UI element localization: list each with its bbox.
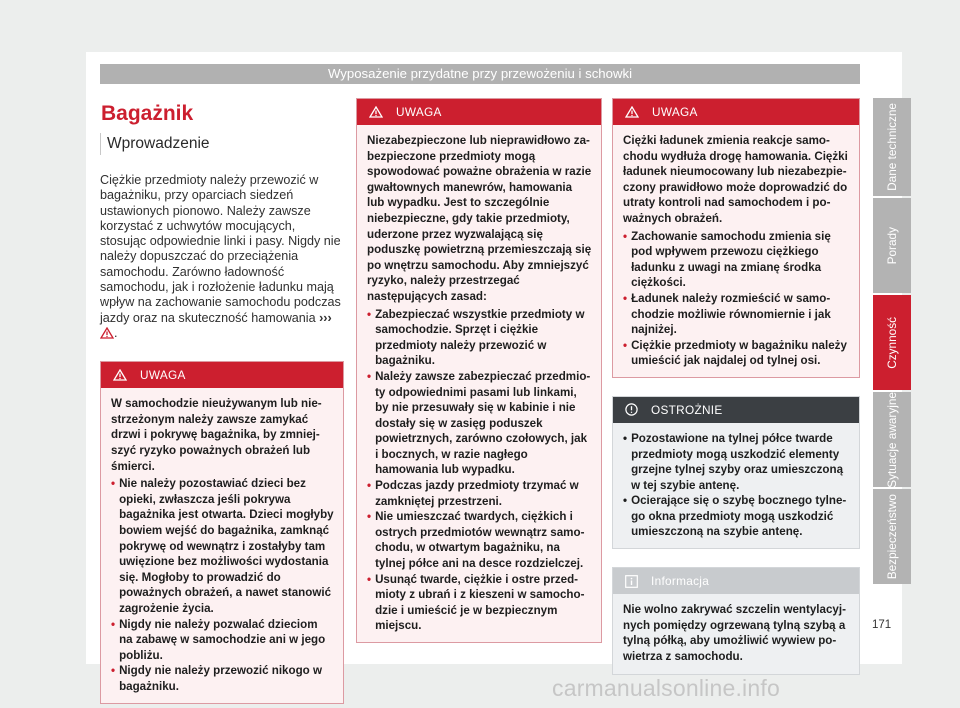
info-body <box>613 594 859 674</box>
list-item <box>623 431 850 493</box>
tab-label: Czynność <box>885 316 899 369</box>
list-item <box>623 291 850 338</box>
warning-header-3 <box>613 99 859 125</box>
tab-label: Sytuacje awaryjne <box>885 391 899 488</box>
warning-icon <box>369 106 383 118</box>
warning-box-2 <box>356 98 602 643</box>
tab-label: Dane techniczne <box>885 103 899 191</box>
section-header: Wyposażenie przydatne przy przewożeniu i schowki <box>100 64 860 84</box>
bullet-text: Pozostawione na tylnej półce twarde przedmioty mogą uszkodzić elementy grzejne tylnej szyby oraz umieszczoną w tej szybie antenę. <box>631 431 844 492</box>
bullet-dot: • <box>367 479 372 493</box>
list-item <box>367 572 592 634</box>
warning-header-2 <box>357 99 601 125</box>
caution-body <box>613 423 859 548</box>
bullet-text: Usunąć twarde, ciężkie i ostre przedmioty z ubrań i z kieszeni w samochodzie i umieścić je w bezpiecznym miejscu. <box>375 572 585 633</box>
bullet-text: Ciężkie przedmioty w bagażniku należy umieścić jak najdalej od tylnej osi. <box>631 338 847 368</box>
bullet-text: Nie umieszczać twardych, ciężkich i ostrych przedmiotów wewnątrz samochodu, w otwartym bagażniku, na tylnej półce ani na desce rozdzielczej. <box>375 510 585 571</box>
chapter-tabs <box>873 98 911 586</box>
bullet-dot: • <box>623 291 628 305</box>
warning-text-3: Ciężki ładunek zmienia reakcje samochodu wydłuża drogę hamowania. Ciężki ładunek nieumocowany lub niezabezpieczony prawidłowo może doprowadzić do utraty kontroli nad samochodem i poważnych obrażeń. <box>623 134 848 225</box>
list-item <box>623 229 850 291</box>
column-1 <box>100 98 344 704</box>
caution-box <box>612 396 860 549</box>
caution-header <box>613 397 859 423</box>
bullet-text: Nie należy pozostawiać dzieci bez opieki, zwłaszcza jeśli pokrywa bagażnika jest otwarta. Dzieci mogłyby bowiem wejść do bagażnika, zamknąć pokrywę od wewnątrz i zostałyby tam uwięzione bez możliwości wydostania się. Mogłoby to prowadzić do poważnych obrażeń, a nawet stanowić zagrożenie życia. <box>119 477 334 615</box>
watermark: carmanualsonline.info <box>552 675 780 701</box>
reference-arrow[interactable]: ››› <box>319 310 332 325</box>
list-item <box>367 369 592 478</box>
warning-label-2: UWAGA <box>396 105 442 119</box>
intro-text: Ciężkie przedmioty należy przewozić w bagażniku, przy oparciach siedzeń ustawionych pionowo. Należy zawsze korzystać z uchwytów mocujących, stosując odpowiednie linki i pasy. Nigdy nie należy dopuszczać do przeciążenia samochodu. Zarówno ładowność samochodu, jak i rozłożenie ładunku mają wpływ na zachowanie samochodu podczas jazdy oraz na skuteczność hamowania <box>100 173 341 325</box>
bullet-dot: • <box>623 229 628 243</box>
bullet-dot: • <box>367 510 372 524</box>
tab-dane-techniczne[interactable] <box>873 98 911 196</box>
info-label: Informacja <box>651 574 710 589</box>
bullet-dot: • <box>367 307 372 321</box>
caution-label: OSTROŻNIE <box>651 402 723 417</box>
list-item <box>111 617 334 664</box>
intro-end: . <box>114 325 118 340</box>
bullet-dot: • <box>111 477 116 491</box>
warning-label-3: UWAGA <box>652 105 698 119</box>
warning-text-2: Niezabezpieczone lub nieprawidłowo zabezpieczone przedmioty mogą spowodować poważne obrażenia w razie gwałtownych manewrów, hamowania lub wypadku. Jest to szczególnie niebezpieczne, gdy takie przedmioty, uderzone przez wyzwalającą się poduszkę powietrzną przemieszczają się po wnętrzu samochodu. Aby zmniejszyć ryzyko, należy przestrzegać następujących zasad: <box>367 134 592 303</box>
warning-triangle-icon[interactable] <box>100 327 114 343</box>
list-item <box>367 509 592 571</box>
warning-box-3 <box>612 98 860 378</box>
list-item <box>367 478 592 509</box>
bullet-dot: • <box>367 369 372 383</box>
warning-text-1: W samochodzie nieużywanym lub niestrzeżonym należy zawsze zamykać drzwi i pokrywę bagażnika, by zmniejszyć ryzyko poważnych obrażeń lub śmierci. <box>111 397 322 473</box>
warning-body-3 <box>613 125 859 377</box>
page-subtitle: Wprowadzenie <box>107 135 210 152</box>
warning-body-1 <box>101 388 343 702</box>
warning-body-2 <box>357 125 601 642</box>
tab-bezpieczenstwo[interactable] <box>873 489 911 584</box>
warning-icon <box>113 369 127 381</box>
tab-porady[interactable] <box>873 198 911 293</box>
bullet-text: Ładunek należy rozmieścić w samochodzie możliwie równomiernie i jak najniżej. <box>631 291 831 337</box>
caution-icon <box>625 403 638 416</box>
warning-icon <box>625 106 639 118</box>
bullet-dot: • <box>623 431 628 445</box>
page-title: Bagażnik <box>101 102 194 125</box>
subtitle-wrap <box>100 133 344 155</box>
info-text: Nie wolno zakrywać szczelin wentylacyjnych pomiędzy ogrzewaną tylną szybą a tylną półką, aby umożliwić wywiew powietrza z samochodu. <box>623 603 846 663</box>
bullet-text: Nigdy nie należy pozwalać dzieciom na zabawę w samochodzie ani w jego pobliżu. <box>119 617 326 662</box>
info-icon <box>625 575 638 588</box>
tab-label: Porady <box>885 226 899 265</box>
warning-header-1 <box>101 362 343 388</box>
bullet-text: Ocierające się o szybę bocznego tylnego okna przedmioty mogą uszkodzić umieszczoną na szybie antenę. <box>631 494 847 539</box>
tab-czynnosc[interactable] <box>873 295 911 390</box>
bullet-text: Zachowanie samochodu zmienia się pod wpływem przewozu ciężkiego ładunku z uwagi na zmianę środka ciężkości. <box>631 229 831 290</box>
column-2 <box>356 98 602 643</box>
page-number: 171 <box>872 619 892 631</box>
tab-label: Bezpieczeństwo <box>885 493 899 580</box>
bullet-text: Nigdy nie należy przewozić nikogo w bagażniku. <box>119 664 322 693</box>
bullet-text: Należy zawsze zabezpieczać przedmioty odpowiednimi pasami lub linkami, by nie przesuwały się w kabinie i nie dostały się w zasięg poduszek powietrznych, zarówno czołowych, jak i bocznych, w razie nagłego hamowania lub wypadku. <box>375 369 591 477</box>
bullet-dot: • <box>623 494 628 508</box>
bullet-text: Podczas jazdy przedmioty trzymać w zamkniętej przestrzeni. <box>375 479 579 508</box>
list-item <box>111 476 334 616</box>
list-item <box>623 338 850 369</box>
bullet-dot: • <box>367 572 372 586</box>
bullet-dot: • <box>111 664 116 678</box>
tab-sytuacje-awaryjne[interactable] <box>873 392 911 487</box>
intro-paragraph <box>100 173 344 343</box>
warning-box-1 <box>100 361 344 703</box>
bullet-text: Zabezpieczać wszystkie przedmioty w samochodzie. Sprzęt i ciężkie przedmioty należy przewozić w bagażniku. <box>375 307 585 368</box>
bullet-dot: • <box>623 338 628 352</box>
info-box <box>612 567 860 675</box>
info-header <box>613 568 859 594</box>
warning-label-1: UWAGA <box>140 368 186 383</box>
list-item <box>111 663 334 694</box>
bullet-dot: • <box>111 617 116 631</box>
column-3 <box>612 98 860 675</box>
list-item <box>367 307 592 369</box>
list-item <box>623 493 850 540</box>
